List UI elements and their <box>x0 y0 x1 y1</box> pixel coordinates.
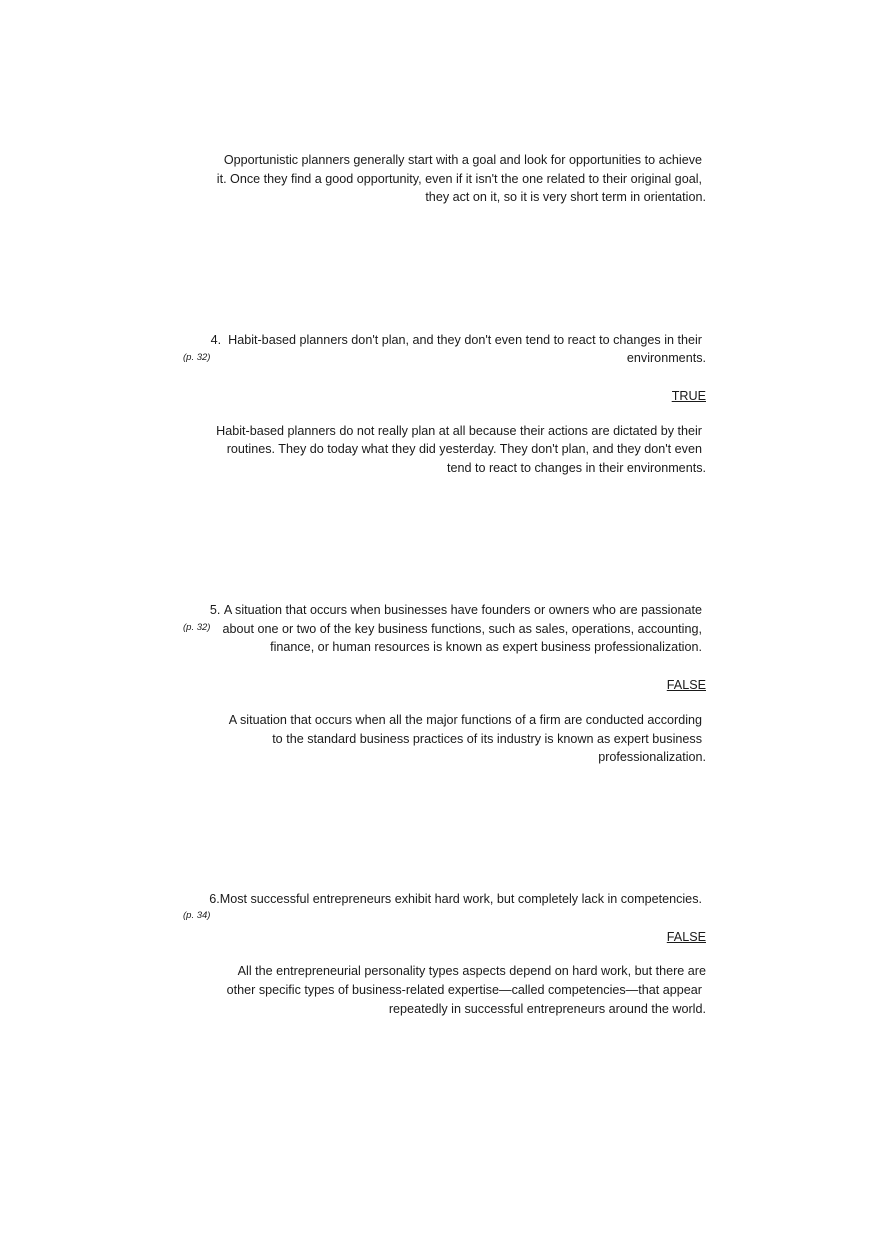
answer-label: FALSE <box>666 930 706 944</box>
question-line: environments. <box>626 351 706 365</box>
explanation-line: to the standard business practices of its industry is known as expert business <box>272 732 702 746</box>
explanation-line: routines. They do today what they did yesterday. They don't plan, and they don't even <box>226 442 702 456</box>
explanation-line: repeatedly in successful entrepreneurs around the world. <box>388 1002 706 1016</box>
explanation-line: other specific types of business-related expertise—called competencies—that appear <box>226 983 702 997</box>
answer-label: FALSE <box>666 678 706 692</box>
question-number: 6. <box>209 892 220 906</box>
explanation-line: professionalization. <box>598 750 706 764</box>
explanation-line: tend to react to changes in their environments. <box>446 461 706 475</box>
question-number: 5. <box>209 603 221 617</box>
explanation-line: they act on it, so it is very short term in orientation. <box>425 190 706 204</box>
question-line <box>210 601 702 620</box>
page-reference: (p. 32) <box>183 622 211 633</box>
answer-label: TRUE <box>671 389 706 403</box>
question-line <box>209 890 702 909</box>
page-reference: (p. 34) <box>183 910 211 921</box>
question-line: about one or two of the key business functions, such as sales, operations, accounting, <box>222 622 702 636</box>
page-reference: (p. 32) <box>183 352 211 363</box>
question-text: A situation that occurs when businesses have founders or owners who are passionate <box>223 603 702 617</box>
question-number: 4. <box>210 333 222 347</box>
question-line: finance, or human resources is known as expert business professionalization. <box>270 640 702 654</box>
explanation-line: A situation that occurs when all the major functions of a firm are conducted according <box>228 713 702 727</box>
explanation-line: Opportunistic planners generally start with a goal and look for opportunities to achieve <box>223 153 702 167</box>
explanation-line: it. Once they find a good opportunity, even if it isn't the one related to their original goal, <box>216 172 702 186</box>
question-line <box>211 331 702 350</box>
question-text: Most successful entrepreneurs exhibit hard work, but completely lack in competencies. <box>219 892 702 906</box>
question-text: Habit-based planners don't plan, and they don't even tend to react to changes in their <box>228 333 702 347</box>
explanation-line: All the entrepreneurial personality types aspects depend on hard work, but there are <box>237 964 706 978</box>
explanation-line: Habit-based planners do not really plan at all because their actions are dictated by their <box>216 424 702 438</box>
